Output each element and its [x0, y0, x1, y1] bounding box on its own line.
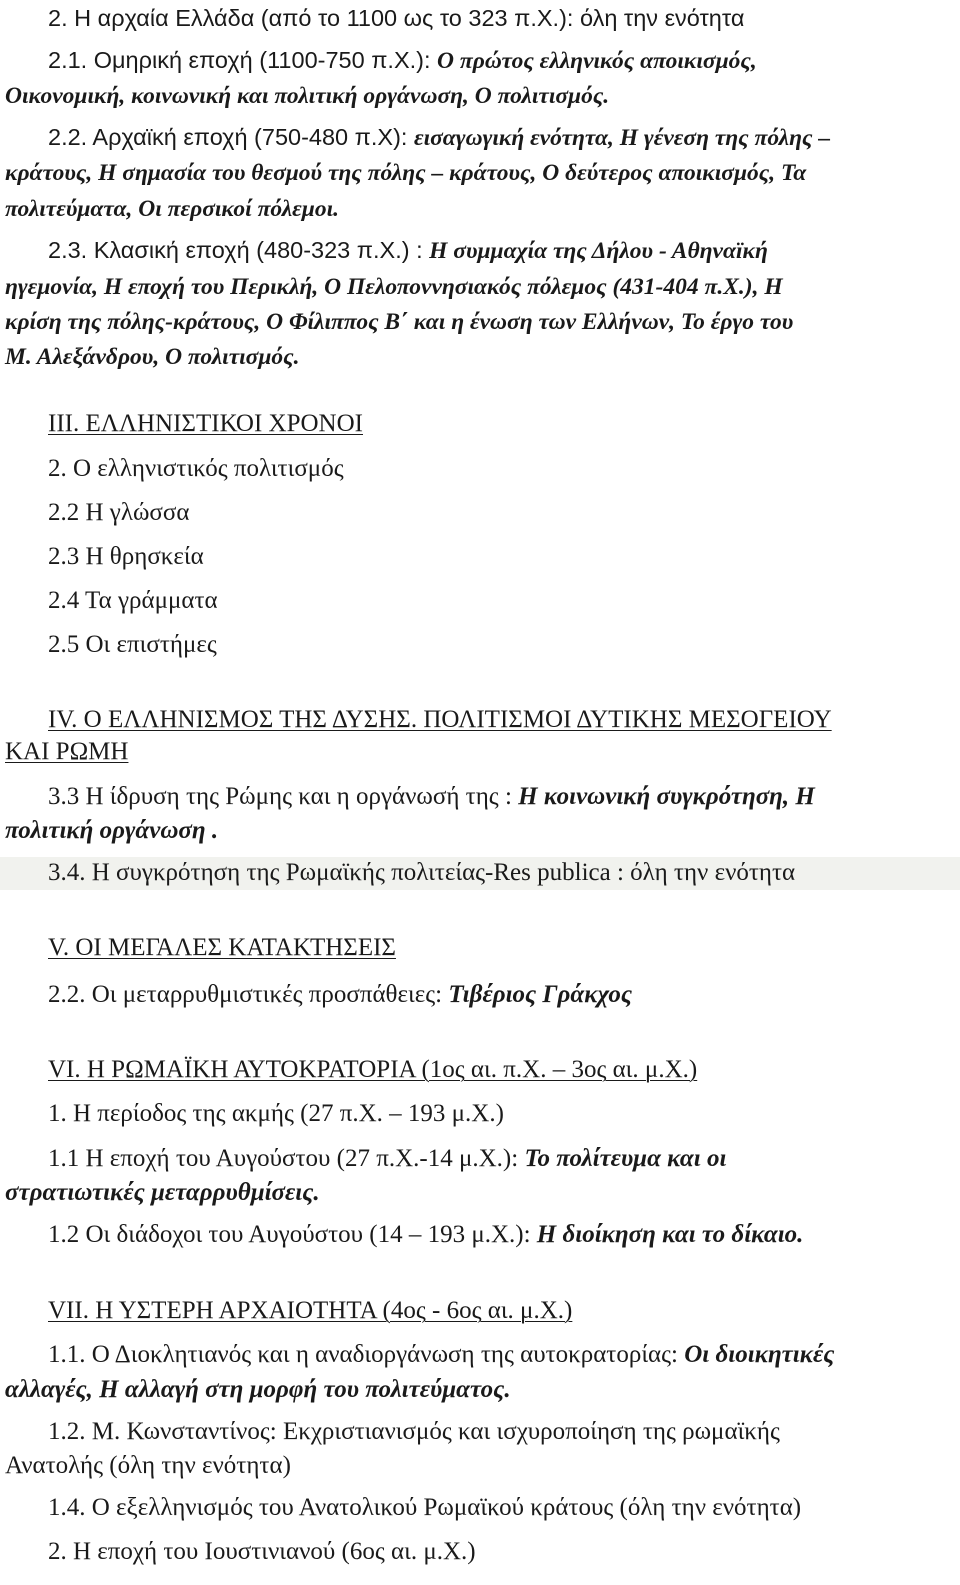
- section-line: [48, 4, 744, 32]
- topic-line-highlighted: [48, 859, 795, 887]
- subsection-line-continued: [5, 272, 783, 301]
- plain-text: 2. Η αρχαία Ελλάδα (από το 1100 ως το 323 π.Χ.): όλη την ενότητα: [48, 5, 745, 31]
- plain-text: 2.2. Αρχαϊκή εποχή (750-480 π.Χ):: [48, 124, 414, 150]
- plain-text: Ανατολής (όλη την ενότητα): [5, 1452, 291, 1479]
- subsection-line: [48, 123, 830, 152]
- plain-text: 1.1. Ο Διοκλητιανός και η αναδιοργάνωση της αυτοκρατορίας:: [48, 1341, 685, 1368]
- plain-text: VII. Η ΥΣΤΕΡΗ ΑΡΧΑΙΟΤΗΤΑ (4ος - 6ος αι. μ.Χ.): [48, 1297, 573, 1324]
- subsection-line-continued: [5, 194, 339, 223]
- plain-text: 2.4 Τα γράμματα: [48, 587, 218, 614]
- plain-text: VI. Η ΡΩΜΑΪΚΗ ΑΥΤΟΚΡΑΤΟΡΙΑ (1ος αι. π.Χ. – 3ος αι. μ.Χ.): [48, 1056, 698, 1083]
- emphasized-text: Η κοινωνική συγκρότηση, Η: [518, 783, 815, 810]
- emphasized-text: κρίση της πόλης-κράτους, Ο Φίλιππος Β΄ και η ένωση των Ελλήνων, Το έργο του: [5, 309, 794, 335]
- topic-line: [48, 1538, 476, 1566]
- topic-line-continued: [5, 1179, 320, 1207]
- plain-text: ΚΑΙ ΡΩΜΗ: [5, 738, 129, 765]
- plain-text: 2.2. Οι μεταρρυθμιστικές προσπάθειες:: [48, 981, 449, 1008]
- emphasized-text: Ο πρώτος ελληνικός αποικισμός,: [437, 48, 757, 74]
- chapter-heading: [48, 706, 832, 734]
- subsection-line-continued: [5, 342, 300, 371]
- plain-text: 2.5 Οι επιστήμες: [48, 631, 217, 658]
- emphasized-text: Το πολίτευμα και οι: [524, 1145, 727, 1172]
- topic-line: [48, 1221, 803, 1249]
- chapter-heading: [48, 934, 396, 962]
- plain-text: 2. Ο ελληνιστικός πολιτισμός: [48, 455, 344, 482]
- plain-text: V. ΟΙ ΜΕΓΑΛΕΣ ΚΑΤΑΚΤΗΣΕΙΣ: [48, 934, 396, 961]
- topic-line: [48, 499, 189, 527]
- plain-text: 1.2 Οι διάδοχοι του Αυγούστου (14 – 193 μ.Χ.):: [48, 1221, 537, 1248]
- topic-line: [48, 1100, 504, 1128]
- chapter-heading: [48, 1056, 697, 1084]
- topic-line: [48, 783, 815, 811]
- emphasized-text: Οι διοικητικές: [684, 1341, 835, 1368]
- chapter-heading: [48, 1297, 572, 1325]
- plain-text: ΙV. Ο ΕΛΛΗΝΙΣΜΟΣ ΤΗΣ ΔΥΣΗΣ. ΠΟΛΙΤΙΣΜΟΙ ΔΥΤΙΚΗΣ ΜΕΣΟΓΕΙΟΥ: [48, 706, 832, 733]
- plain-text: 2. Η εποχή του Ιουστινιανού (6ος αι. μ.Χ.): [48, 1538, 476, 1565]
- emphasized-text: κράτους, Η σημασία του θεσμού της πόλης – κράτους, Ο δεύτερος αποικισμός, Τα: [5, 160, 807, 186]
- plain-text: 2.3 Η θρησκεία: [48, 543, 204, 570]
- topic-line: [48, 1494, 801, 1522]
- plain-text: 2.1. Ομηρική εποχή (1100-750 π.Χ.):: [48, 47, 438, 73]
- plain-text: 1.4. Ο εξελληνισμός του Ανατολικού Ρωμαϊκού κράτους (όλη την ενότητα): [48, 1494, 802, 1521]
- plain-text: ΙΙΙ. ΕΛΛΗΝΙΣΤΙΚΟΙ ΧΡΟΝΟΙ: [48, 410, 363, 437]
- topic-line: [48, 543, 204, 571]
- emphasized-text: Οικονομική, κοινωνική και πολιτική οργάνωση, Ο πολιτισμός.: [5, 83, 610, 109]
- emphasized-text: αλλαγές, Η αλλαγή στη μορφή του πολιτεύματος.: [5, 1376, 511, 1403]
- topic-line: [48, 1341, 834, 1369]
- subsection-line-continued: [5, 81, 609, 110]
- topic-line-continued: [5, 817, 218, 845]
- subsection-line: [48, 236, 768, 265]
- emphasized-text: Η συμμαχία της Δήλου - Αθηναϊκή: [429, 238, 768, 264]
- emphasized-text: ηγεμονία, Η εποχή του Περικλή, Ο Πελοποννησιακός πόλεμος (431-404 π.Χ.), Η: [5, 274, 783, 300]
- topic-line-continued: [5, 1452, 291, 1480]
- emphasized-text: πολιτική οργάνωση .: [5, 817, 219, 844]
- plain-text: 3.4. Η συγκρότηση της Ρωμαϊκής πολιτείας-Res publica : όλη την ενότητα: [48, 859, 796, 886]
- chapter-heading-continued: [5, 738, 128, 766]
- chapter-heading: [48, 410, 363, 438]
- plain-text: 1.2. Μ. Κωνσταντίνος: Εκχριστιανισμός και ισχυροποίηση της ρωμαϊκής: [48, 1418, 780, 1445]
- emphasized-text: Μ. Αλεξάνδρου, Ο πολιτισμός.: [5, 344, 300, 370]
- emphasized-text: πολιτεύματα, Οι περσικοί πόλεμοι.: [5, 196, 340, 222]
- topic-line: [48, 981, 632, 1009]
- subsection-line-continued: [5, 158, 806, 187]
- emphasized-text: Τιβέριος Γράκχος: [448, 981, 632, 1008]
- topic-line: [48, 631, 217, 659]
- plain-text: 2.2 Η γλώσσα: [48, 499, 190, 526]
- topic-line-continued: [5, 1376, 511, 1404]
- plain-text: 2.3. Κλασική εποχή (480-323 π.Χ.) :: [48, 237, 430, 263]
- emphasized-text: εισαγωγική ενότητα, Η γένεση της πόλης –: [413, 125, 831, 151]
- subsection-line-continued: [5, 307, 793, 336]
- plain-text: 1.1 Η εποχή του Αυγούστου (27 π.Χ.-14 μ.Χ.):: [48, 1145, 525, 1172]
- plain-text: 3.3 Η ίδρυση της Ρώμης και η οργάνωσή της :: [48, 783, 519, 810]
- emphasized-text: στρατιωτικές μεταρρυθμίσεις.: [5, 1179, 320, 1206]
- emphasized-text: Η διοίκηση και το δίκαιο.: [536, 1221, 804, 1248]
- subsection-line: [48, 46, 757, 75]
- topic-line: [48, 587, 218, 615]
- topic-line: [48, 455, 344, 483]
- plain-text: 1. Η περίοδος της ακμής (27 π.Χ. – 193 μ.Χ.): [48, 1100, 504, 1127]
- topic-line: [48, 1418, 780, 1446]
- topic-line: [48, 1145, 726, 1173]
